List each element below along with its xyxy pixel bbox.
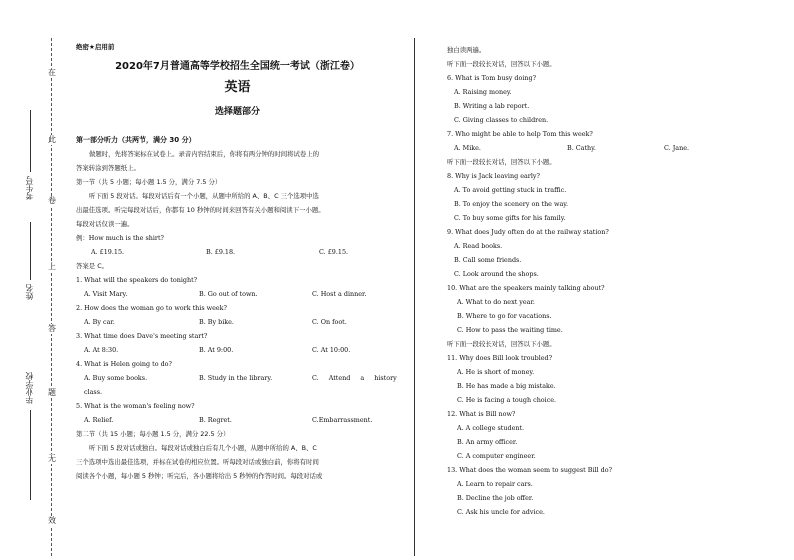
option: A. By car. (84, 318, 115, 326)
option: C. Attend a history (312, 374, 397, 382)
binding-char: 题 (48, 388, 56, 397)
instruction-text: 听下面一段较长对话，回答以下小题。 (447, 340, 556, 348)
instruction-text: 独白读两遍。 (447, 46, 486, 54)
option-row (76, 413, 408, 427)
part-heading: 第一部分听力（共两节，满分 30 分） (76, 136, 196, 144)
binding-line (51, 38, 52, 556)
option: C. At 10:00. (312, 346, 351, 354)
option: B. At 9:00. (199, 346, 234, 354)
option: B. An army officer. (457, 438, 518, 446)
option: C. Ask his uncle for advice. (457, 508, 545, 516)
option: C. Host a dinner. (312, 290, 367, 298)
option: B. Decline the job offer. (457, 494, 534, 502)
question: 6. What is Tom busy doing? (447, 74, 537, 82)
field-line (30, 222, 31, 280)
example-answer: 答案是 C。 (76, 262, 109, 270)
option: C. He is facing a tough choice. (457, 396, 557, 404)
question: 7. Who might be able to help Tom this week? (447, 130, 593, 138)
option-row (76, 343, 408, 357)
field-line (30, 110, 31, 172)
section-heading: 第一节（共 5 小题；每小题 1.5 分，满分 7.5 分） (76, 178, 222, 186)
option: C. Look around the shops. (454, 270, 539, 278)
option: B. Go out of town. (199, 290, 258, 298)
option: B. He has made a big mistake. (457, 382, 556, 390)
option: A. He is short of money. (457, 368, 535, 376)
question: 9. What does Judy often do at the railway station? (447, 228, 609, 236)
exam-title: 2020年7月普通高等学校招生全国统一考试（浙江卷） (115, 61, 360, 72)
question: 10. What are the speakers mainly talking about? (447, 284, 605, 292)
option: C.Embarrassment. (312, 416, 373, 424)
option-row (76, 315, 408, 329)
question: 2. How does the woman go to work this week? (76, 304, 227, 312)
question: 13. What does the woman seem to suggest Bill do? (447, 466, 612, 474)
label-exam-number: 考生号 (25, 176, 34, 200)
option: A. To avoid getting stuck in traffic. (454, 186, 567, 194)
question: 5. What is the woman's feeling now? (76, 402, 195, 410)
instruction-text: 每段对话仅读一遍。 (76, 220, 134, 228)
question: 8. Why is Jack leaving early? (447, 172, 540, 180)
instruction-text: 听下面一段较长对话，回答以下小题。 (447, 158, 556, 166)
instruction-text: 做题时，先将答案标在试卷上。录音内容结束后，你将有两分钟的时间将试卷上的 (89, 150, 320, 158)
example-question: 例：How much is the shirt? (76, 234, 164, 242)
option: A. Buy some books. (84, 374, 148, 382)
option: B. Writing a lab report. (454, 102, 530, 110)
option: A. Raising money. (454, 88, 512, 96)
option: A. Relief. (84, 416, 114, 424)
option: B. Regret. (199, 416, 232, 424)
option-row (76, 245, 408, 259)
field-line (30, 410, 31, 500)
option: B. To enjoy the scenery on the way. (454, 200, 569, 208)
option: A. Learn to repair cars. (457, 480, 533, 488)
option: B. Call some friends. (454, 256, 522, 264)
question: 11. Why does Bill look troubled? (447, 354, 553, 362)
binding-char: 上 (48, 262, 56, 271)
option: C. On foot. (312, 318, 347, 326)
option: B. Study in the library. (199, 374, 273, 382)
instruction-text: 答案转涂到答题纸上。 (76, 164, 140, 172)
option: C. How to pass the waiting time. (457, 326, 563, 334)
binding-char: 效 (48, 516, 56, 525)
binding-char: 答 (48, 324, 56, 333)
option: B. £9.18. (206, 248, 236, 256)
right-column (447, 43, 787, 519)
instruction-text: 听下面 5 段对话或独白。每段对话或独白后有几个小题，从题中所给的 A、B、C (89, 444, 317, 452)
option: C. To buy some gifts for his family. (454, 214, 566, 222)
option: A. Mike. (454, 144, 481, 152)
option: B. Where to go for vacations. (457, 312, 552, 320)
confidential-mark: 绝密★启用前 (76, 43, 115, 51)
option: A. Read books. (454, 242, 503, 250)
label-name: 姓名 (25, 284, 34, 300)
option: A. What to do next year. (457, 298, 535, 306)
option: A. A college student. (457, 424, 525, 432)
instruction-text: 听下面一段较长对话，回答以下小题。 (447, 60, 556, 68)
question: 12. What is Bill now? (447, 410, 516, 418)
option-row (76, 371, 408, 385)
option-row (447, 141, 787, 155)
option-row (76, 287, 408, 301)
binding-char: 无 (48, 454, 56, 463)
subject-title: 英语 (224, 80, 251, 95)
label-school: 毕业学校 (25, 372, 34, 404)
binding-char: 在 (48, 68, 56, 77)
instruction-text: 阅读各个小题，每小题 5 秒钟；听完后，各小题将给出 5 秒钟的作答时间。每段对话或 (76, 472, 323, 480)
left-column (76, 133, 408, 483)
instruction-text: 三个选项中选出最佳选项，并标在试卷的相应位置。听每段对话或独白前，你将有时间 (76, 458, 319, 466)
instruction-text: 出最佳选项。听完每段对话后，你都有 10 秒钟的时间来回答有关小题和阅读下一小题。 (76, 206, 325, 214)
option: A. At 8:30. (84, 346, 119, 354)
binding-char: 此 (48, 135, 56, 144)
section-heading: 第二节（共 15 小题；每小题 1.5 分，满分 22.5 分） (76, 430, 230, 438)
binding-char: 卷 (48, 196, 56, 205)
option: C. A computer engineer. (457, 452, 536, 460)
option: B. Cathy. (567, 144, 596, 152)
option: A. £19.15. (91, 248, 125, 256)
question: 4. What is Helen going to do? (76, 360, 172, 368)
option: C. £9.15. (319, 248, 349, 256)
instruction-text: 听下面 5 段对话。每段对话后有一个小题，从题中所给的 A、B、C 三个选项中选 (89, 192, 319, 200)
question: 3. What time does Dave's meeting start? (76, 332, 208, 340)
option: B. By bike. (199, 318, 234, 326)
option-continuation: class. (84, 388, 103, 396)
column-divider (414, 38, 415, 556)
section-title: 选择题部分 (214, 107, 260, 117)
option: C. Jane. (664, 144, 690, 152)
question: 1. What will the speakers do tonight? (76, 276, 198, 284)
option: A. Visit Mary. (84, 290, 128, 298)
option: C. Giving classes to children. (454, 116, 549, 124)
